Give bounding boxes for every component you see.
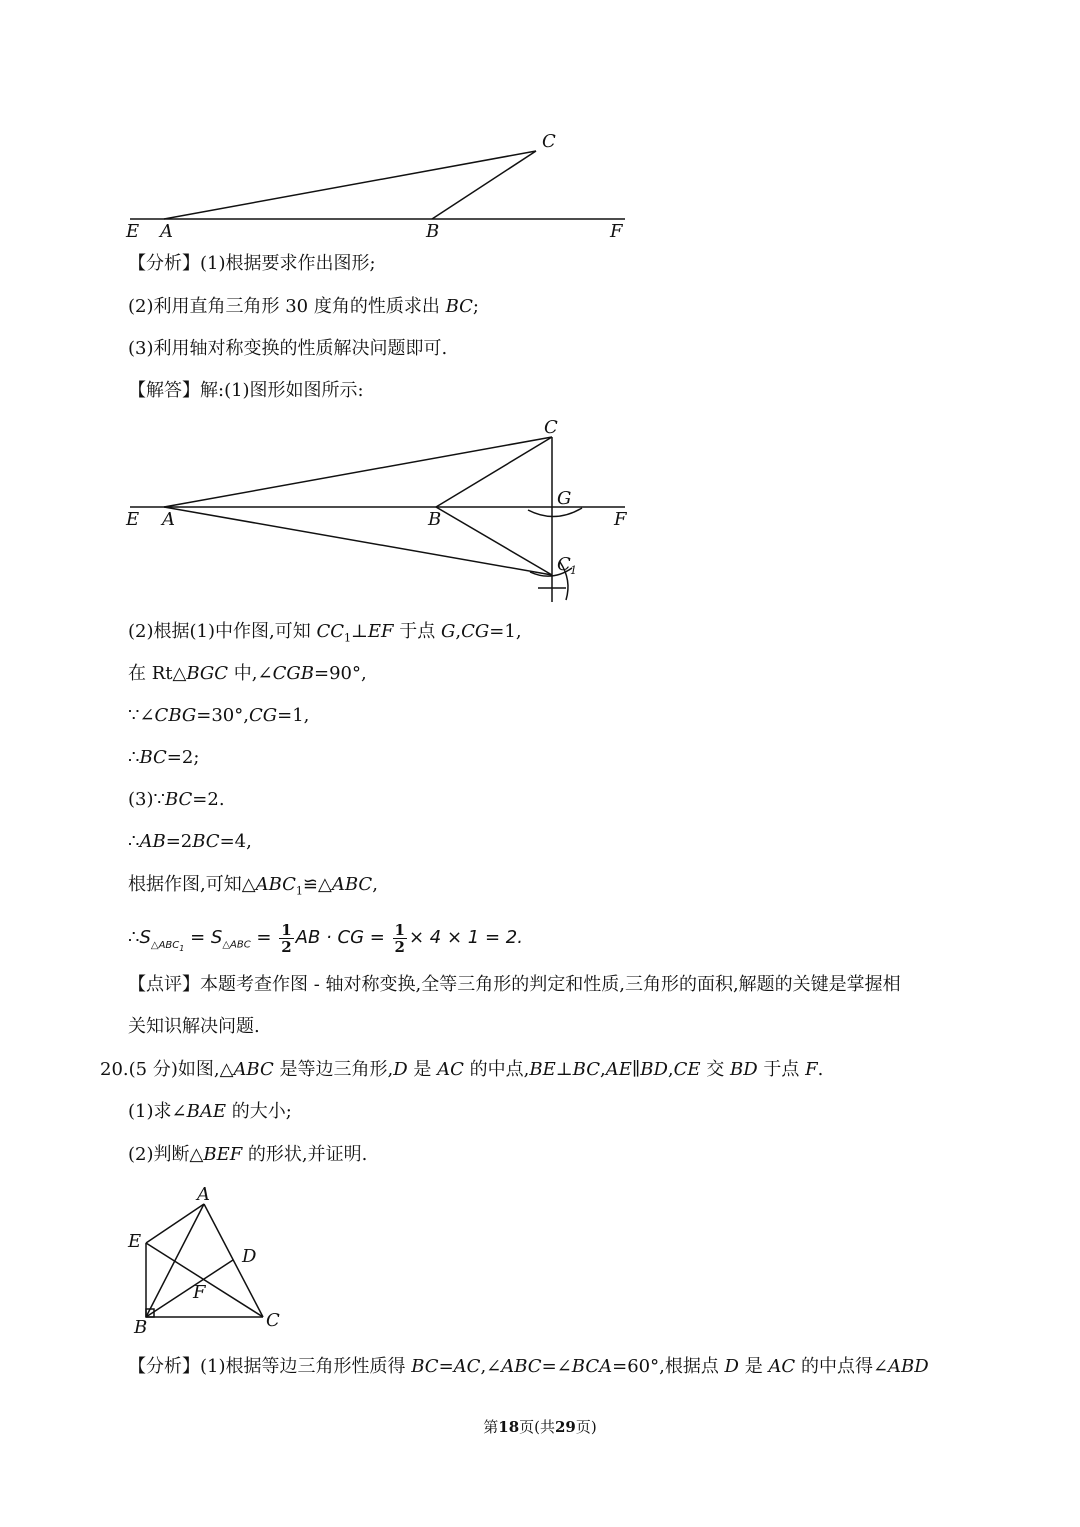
label-a: A	[160, 221, 173, 242]
q20-line3: (2)判断△BEF 的形状,并证明.	[128, 1144, 368, 1165]
label-a: A	[197, 1184, 210, 1205]
analysis2-line: 【分析】(1)根据等边三角形性质得 BC=AC,∠ABC=∠BCA=60°,根据点 D 是 AC 的中点得∠ABD	[128, 1356, 929, 1377]
label-c: C	[544, 417, 558, 438]
fraction-half-1: $\frac{1}{2}$	[281, 920, 292, 956]
label-c: C	[266, 1310, 280, 1331]
label-e: E	[126, 509, 140, 530]
step-line7: 根据作图,可知$\triangle ABC_1≌\triangle ABC$,	[128, 874, 378, 898]
label-d: D	[242, 1246, 257, 1267]
arc-g	[528, 508, 582, 517]
analysis1-line3: (3)利用轴对称变换的性质解决问题即可.	[128, 338, 448, 359]
step-line6: ∴AB=2BC=4,	[128, 831, 252, 852]
label-g: G	[557, 488, 572, 509]
answer1-line: 【解答】解:(1)图形如图所示:	[128, 380, 364, 401]
figure-construction	[120, 412, 640, 607]
label-c1: C	[557, 554, 571, 575]
area-formula: $\therefore S_{\triangle ABC_1} = S_{\triangle ABC}$ = $\frac{1}{2}$ AB · CG = $\frac{1}{2}$ × 4 × 1 = 2.	[128, 920, 523, 956]
q20-line1: 20.(5 分)如图,△ABC 是等边三角形,D 是 AC 的中点,BE⊥BC,AE∥BD,CE 交 BD 于点 F.	[100, 1059, 824, 1080]
label-b: B	[134, 1317, 148, 1338]
step-line5: (3)∵BC=2.	[128, 789, 225, 810]
step-line4: ∴BC=2;	[128, 747, 200, 768]
label-f: F	[610, 221, 623, 242]
step-line2: 在 Rt△BGC 中,∠CGB=90°,	[128, 663, 367, 684]
segment-ac	[164, 151, 536, 219]
label-b: B	[428, 509, 442, 530]
fraction-half-2: $\frac{1}{2}$	[394, 920, 405, 956]
figure-triangle-abc	[120, 125, 640, 245]
label-b: B	[426, 221, 440, 242]
analysis1-line2: (2)利用直角三角形 30 度角的性质求出 BC;	[128, 296, 479, 317]
label-f: F	[614, 509, 627, 530]
label-a: A	[162, 509, 175, 530]
page-footer: 第18页(共29页)	[483, 1418, 597, 1436]
analysis1-line1: 【分析】(1)根据要求作出图形;	[128, 253, 376, 274]
label-f: F	[193, 1282, 206, 1303]
label-c1-sub: 1	[570, 564, 577, 577]
review-line2: 关知识解决问题.	[128, 1016, 260, 1037]
step-line1: (2)根据(1)中作图,可知 $CC_1\perp EF$ 于点 G,CG=1,	[128, 621, 522, 645]
segment-ae	[146, 1204, 204, 1243]
label-e: E	[126, 221, 140, 242]
label-e: E	[128, 1231, 142, 1252]
figure-equilateral	[120, 1180, 300, 1340]
segment-bd	[146, 1260, 233, 1317]
review-line1: 【点评】本题考查作图 - 轴对称变换,全等三角形的判定和性质,三角形的面积,解题的关键是掌握相	[128, 974, 901, 995]
label-c: C	[542, 131, 556, 152]
step-line3: ∵∠CBG=30°,CG=1,	[128, 705, 310, 726]
q20-line2: (1)求∠BAE 的大小;	[128, 1101, 292, 1122]
